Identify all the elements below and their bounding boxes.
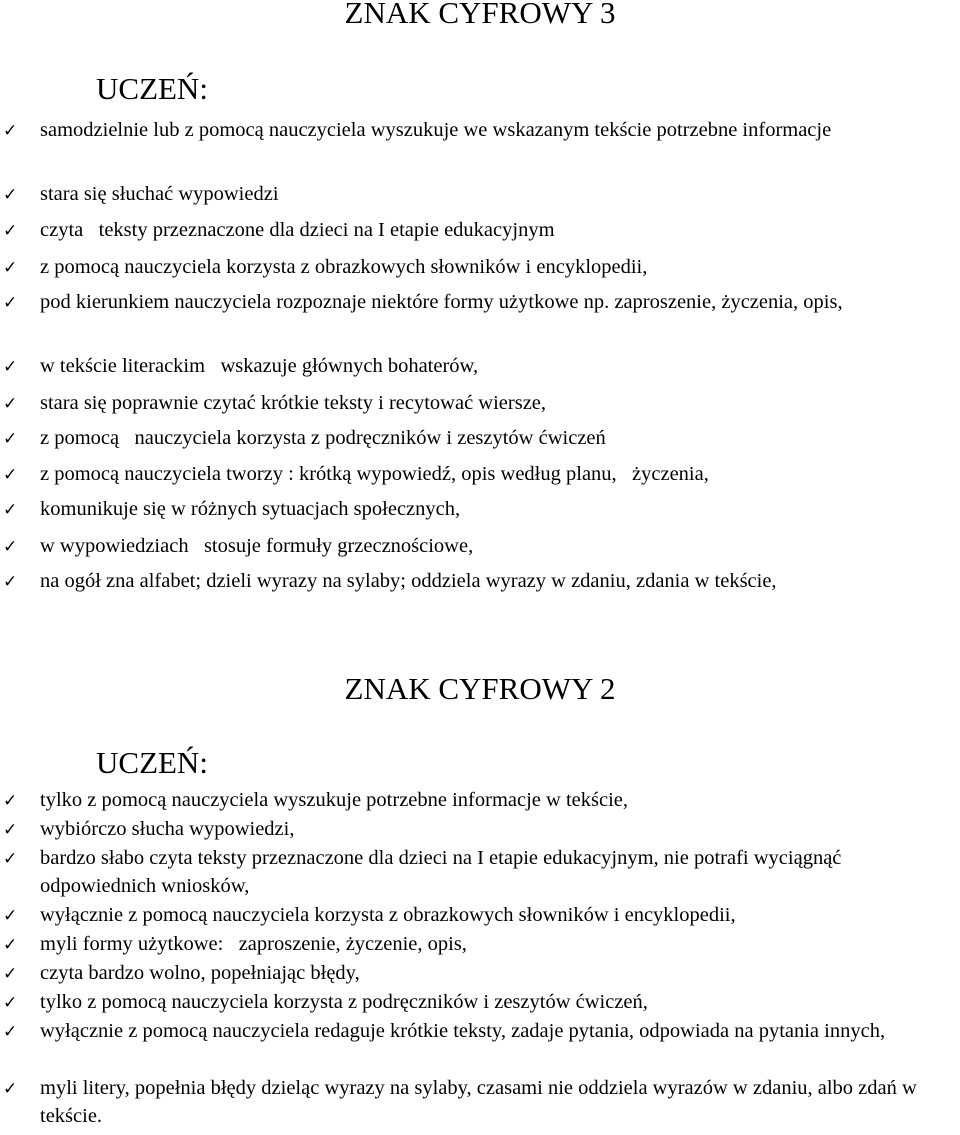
checkmark-icon: ✓ (3, 993, 18, 1013)
checkmark-icon: ✓ (3, 357, 18, 377)
checkmark-icon: ✓ (3, 185, 18, 205)
list-item-text: w wypowiedziach stosuje formuły grzecznościowe, (40, 535, 474, 557)
list-item-text: na ogół zna alfabet; dzieli wyrazy na sylaby; oddziela wyrazy w zdaniu, zdania w tekście, (40, 570, 777, 592)
list-item-text: z pomocą nauczyciela tworzy : krótką wypowiedź, opis według planu, życzenia, (40, 463, 709, 485)
checkmark-icon: ✓ (3, 258, 18, 278)
checkmark-icon: ✓ (3, 429, 18, 449)
list-item-text: tylko z pomocą nauczyciela korzysta z podręczników i zeszytów ćwiczeń, (40, 991, 648, 1013)
checkmark-icon: ✓ (3, 935, 18, 955)
checkmark-icon: ✓ (3, 537, 18, 557)
list-item-text: wyłącznie z pomocą nauczyciela korzysta z obrazkowych słowników i encyklopedii, (40, 904, 736, 926)
checkmark-icon: ✓ (3, 121, 18, 141)
list-item-text: bardzo słabo czyta teksty przeznaczone dla dzieci na I etapie edukacyjnym, nie potrafi wyciągnąć odpowiednich wniosków, (40, 847, 842, 897)
list-item-text: samodzielnie lub z pomocą nauczyciela wyszukuje we wskazanym tekście potrzebne informacje (40, 119, 832, 141)
list-item-text: wyłącznie z pomocą nauczyciela redaguje krótkie teksty, zadaje pytania, odpowiada na pytania innych, (40, 1020, 886, 1042)
checkmark-icon: ✓ (3, 1079, 18, 1099)
list-item-text: z pomocą nauczyciela korzysta z obrazkowych słowników i encyklopedii, (40, 256, 648, 278)
checkmark-icon: ✓ (3, 820, 18, 840)
list-item-text: w tekście literackim wskazuje głównych bohaterów, (40, 355, 479, 377)
checkmark-icon: ✓ (3, 791, 18, 811)
section-subheading: UCZEŃ: (96, 745, 208, 780)
checkmark-icon: ✓ (3, 394, 18, 414)
list-item-text: komunikuje się w różnych sytuacjach społecznych, (40, 498, 461, 520)
checkmark-icon: ✓ (3, 221, 18, 241)
checkmark-icon: ✓ (3, 849, 18, 869)
section-subheading: UCZEŃ: (96, 71, 208, 106)
list-item-text: czyta bardzo wolno, popełniając błędy, (40, 962, 360, 984)
checkmark-icon: ✓ (3, 293, 18, 313)
list-item-text: stara się słuchać wypowiedzi (40, 183, 279, 205)
list-item-text: stara się poprawnie czytać krótkie teksty i recytować wiersze, (40, 392, 547, 414)
checkmark-icon: ✓ (3, 906, 18, 926)
list-item-text: czyta teksty przeznaczone dla dzieci na I etapie edukacyjnym (40, 219, 555, 241)
section-heading: ZNAK CYFROWY 3 (344, 0, 616, 30)
list-item-text: z pomocą nauczyciela korzysta z podręczników i zeszytów ćwiczeń (40, 427, 606, 449)
section-heading: ZNAK CYFROWY 2 (344, 671, 616, 706)
checkmark-icon: ✓ (3, 1022, 18, 1042)
checkmark-icon: ✓ (3, 964, 18, 984)
checkmark-icon: ✓ (3, 500, 18, 520)
list-item-text: myli litery, popełnia błędy dzieląc wyrazy na sylaby, czasami nie oddziela wyrazów w zdaniu, albo zdań w tekście. (40, 1077, 917, 1127)
list-item-text: pod kierunkiem nauczyciela rozpoznaje niektóre formy użytkowe np. zaproszenie, życzenia, opis, (40, 291, 843, 313)
list-item-text: tylko z pomocą nauczyciela wyszukuje potrzebne informacje w tekście, (40, 789, 628, 811)
checkmark-icon: ✓ (3, 572, 18, 592)
checkmark-icon: ✓ (3, 465, 18, 485)
list-item-text: myli formy użytkowe: zaproszenie, życzenie, opis, (40, 933, 467, 955)
list-item-text: wybiórczo słucha wypowiedzi, (40, 818, 295, 840)
